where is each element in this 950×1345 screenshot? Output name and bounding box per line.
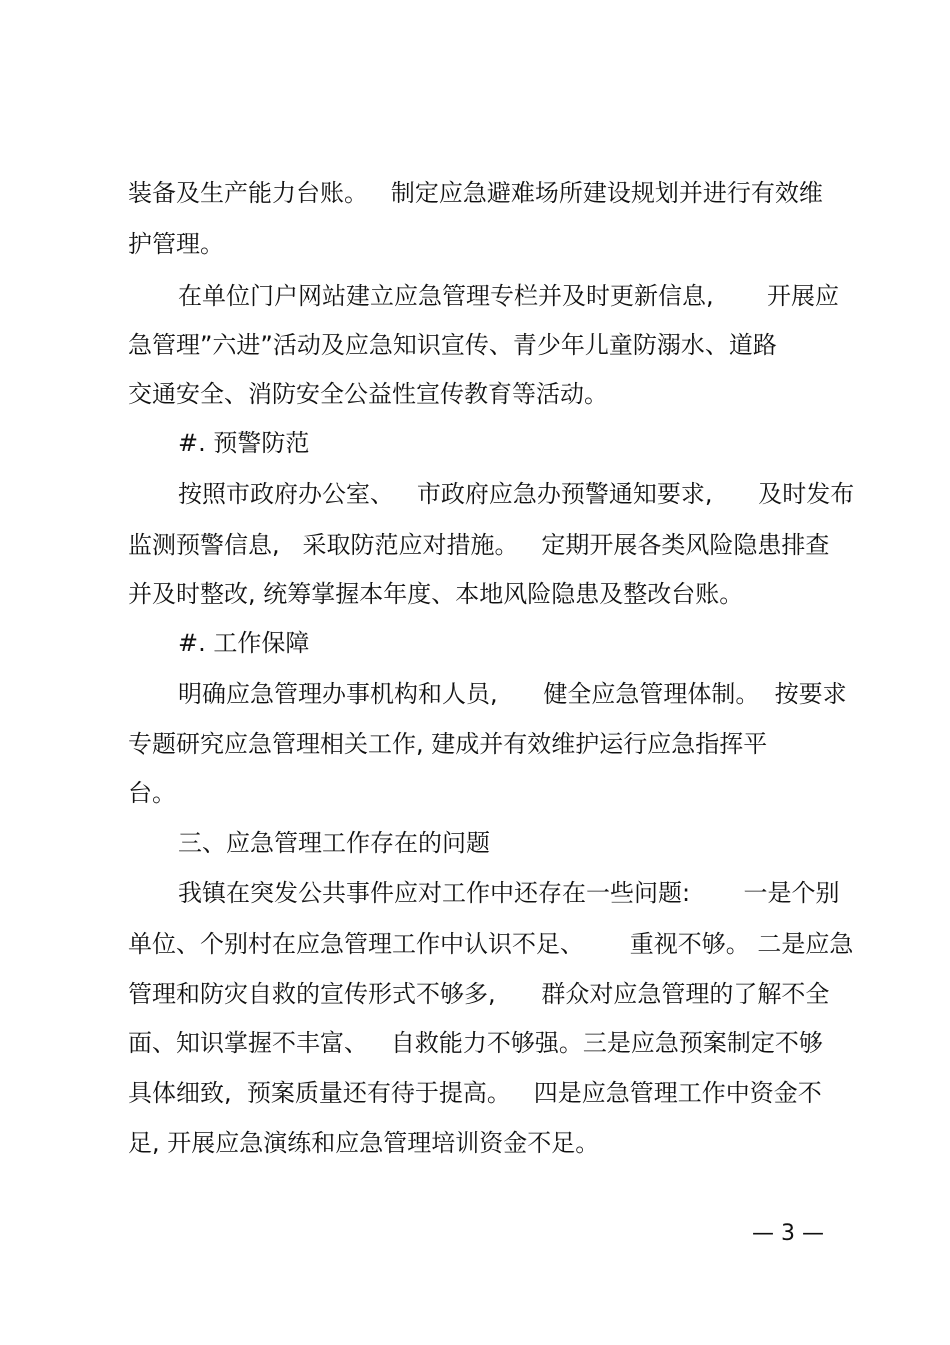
paragraph-line: 足, 开展应急演练和应急管理培训资金不足。 <box>128 1129 600 1157</box>
paragraph-line: 监测预警信息, 采取防范应对措施。 定期开展各类风险隐患排查 <box>128 531 830 559</box>
paragraph-line: 台。 <box>128 779 176 807</box>
paragraph-line: 护管理。 <box>128 230 224 258</box>
paragraph-line: 管理和防灾自救的宣传形式不够多, 群众对应急管理的了解不全 <box>128 980 830 1008</box>
section-heading: #. 工作保障 <box>178 629 310 657</box>
section-heading: 三、应急管理工作存在的问题 <box>178 829 490 857</box>
paragraph-line: 装备及生产能力台账。 制定应急避难场所建设规划并进行有效维 <box>128 179 823 207</box>
paragraph-line: 面、知识掌握不丰富、 自救能力不够强。三是应急预案制定不够 <box>128 1029 823 1057</box>
paragraph-line: 具体细致, 预案质量还有待于提高。 四是应急管理工作中资金不 <box>128 1079 822 1107</box>
paragraph-line: 明确应急管理办事机构和人员, 健全应急管理体制。 按要求 <box>178 680 847 708</box>
page-number: — 3 — <box>752 1221 824 1246</box>
paragraph-line: 急管理”六进”活动及应急知识宣传、青少年儿童防溺水、道路 <box>128 331 777 359</box>
paragraph-line: 按照市政府办公室、 市政府应急办预警通知要求, 及时发布 <box>178 480 855 508</box>
paragraph-line: 我镇在突发公共事件应对工作中还存在一些问题: 一是个别 <box>178 879 840 907</box>
paragraph-line: 在单位门户网站建立应急管理专栏并及时更新信息, 开展应 <box>178 282 840 310</box>
paragraph-line: 并及时整改, 统筹掌握本年度、本地风险隐患及整改台账。 <box>128 580 744 608</box>
paragraph-line: 专题研究应急管理相关工作, 建成并有效维护运行应急指挥平 <box>128 730 768 758</box>
section-heading: #. 预警防范 <box>178 429 310 457</box>
paragraph-line: 单位、个别村在应急管理工作中认识不足、 重视不够。 二是应急 <box>128 930 854 958</box>
paragraph-line: 交通安全、消防安全公益性宣传教育等活动。 <box>128 380 608 408</box>
